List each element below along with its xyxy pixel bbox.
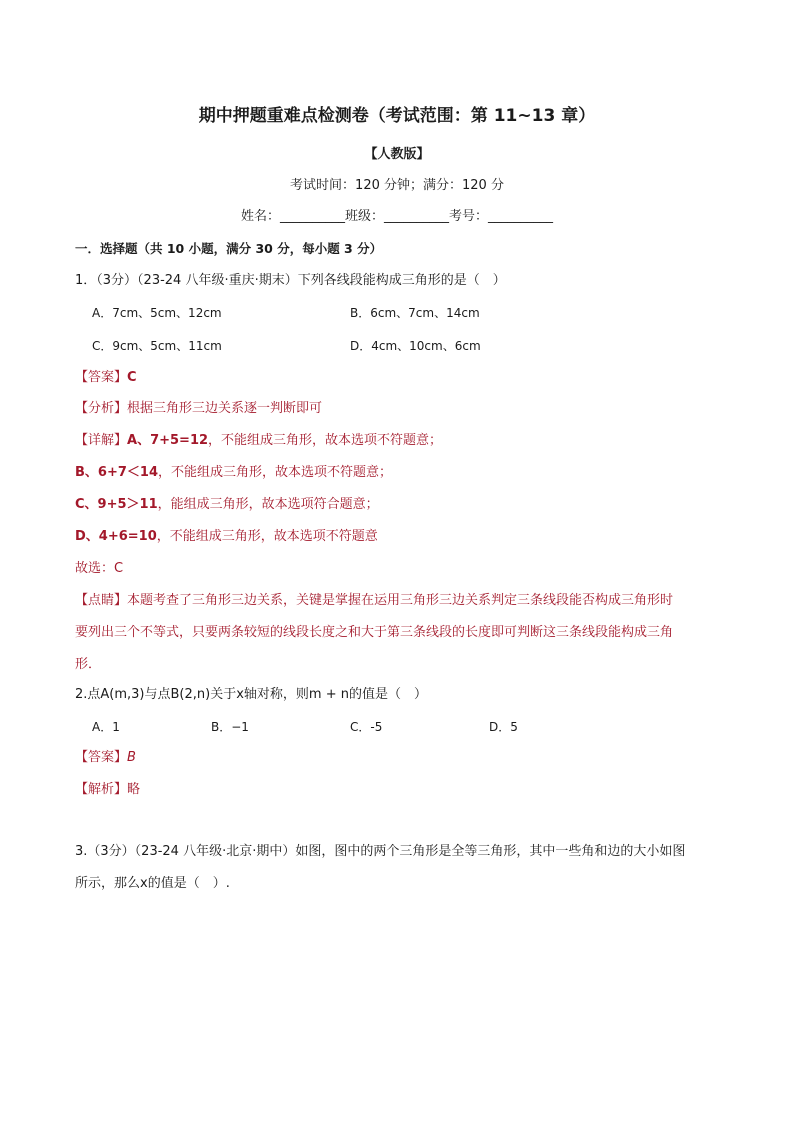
q2-stem: 2.点A(m,3)与点B(2,n)关于x轴对称，则m + n的值是（ ） xyxy=(75,687,427,702)
student-fields: 姓名：__________班级：__________考号：__________ xyxy=(240,209,553,224)
q1-option-a: A．7cm、5cm、12cm xyxy=(92,306,222,320)
section-heading: 一．选择题（共 10 小题，满分 30 分，每小题 3 分） xyxy=(75,241,383,256)
q1-comment-line1 xyxy=(75,592,673,610)
page-title: 期中押题重难点检测卷（考试范围：第 11~13 章） xyxy=(198,106,596,126)
q1-detail-d xyxy=(75,528,378,546)
detail-d-text: ，不能组成三角形，故本选项不符题意 xyxy=(156,529,378,544)
comment-tag: 【点睛】 xyxy=(75,593,128,608)
comment-text-1: 本题考查了三角形三边关系，关键是掌握在运用三角形三边关系判定三条线段能否构成三角形时 xyxy=(127,593,674,608)
detail-c-text: ，能组成三角形，故本选项符合题意； xyxy=(157,497,379,512)
q1-stem: 1．（3分）（23-24 八年级·重庆·期末）下列各线段能构成三角形的是（ ） xyxy=(75,273,506,288)
q1-comment-line2: 要列出三个不等式，只要两条较短的线段长度之和大于第三条线段的长度即可判断这三条线段能构成三角 xyxy=(75,625,674,640)
q1-option-d: D．4cm、10cm、6cm xyxy=(350,339,481,353)
detail-c-expr: C、9+5＞11 xyxy=(75,497,158,512)
q2-option-b: B．−1 xyxy=(211,720,249,734)
q1-detail-a xyxy=(75,432,442,450)
detail-d-expr: D、4+6=10 xyxy=(75,529,157,544)
q1-detail-b xyxy=(75,464,392,482)
answer-value: C xyxy=(127,370,137,385)
q3-stem-line2: 所示，那么x的值是（ ）. xyxy=(75,876,230,891)
detail-b-expr: B、6+7＜14 xyxy=(75,465,158,480)
q1-choose: 故选：C xyxy=(75,561,124,576)
q1-answer xyxy=(75,369,137,387)
detail-b-text: ，不能组成三角形，故本选项不符题意； xyxy=(157,465,392,480)
q1-option-b: B．6cm、7cm、14cm xyxy=(350,306,480,320)
q2-option-a: A．1 xyxy=(92,720,120,734)
q2-answer xyxy=(75,749,136,767)
answer-tag: 【答案】 xyxy=(75,370,128,385)
q1-detail-c xyxy=(75,496,379,514)
q2-option-c: C．-5 xyxy=(350,720,383,734)
analysis-tag: 【分析】 xyxy=(75,401,128,416)
answer-tag: 【答案】 xyxy=(75,750,128,765)
detail-a-text: ，不能组成三角形，故本选项不符题意； xyxy=(208,433,443,448)
q1-analysis xyxy=(75,400,322,418)
detail-a-expr: A、7+5=12 xyxy=(127,433,209,448)
q2-option-d: D．5 xyxy=(489,720,518,734)
detail-tag: 【详解】 xyxy=(75,433,128,448)
edition-label: 【人教版】 xyxy=(364,147,430,162)
exam-info: 考试时间：120 分钟；满分：120 分 xyxy=(290,178,504,193)
q2-analysis xyxy=(75,781,140,799)
analysis-tag: 【解析】 xyxy=(75,782,128,797)
q1-option-c: C．9cm、5cm、11cm xyxy=(92,339,222,353)
analysis-text: 根据三角形三边关系逐一判断即可 xyxy=(127,401,323,416)
q3-stem-line1: 3.（3分）（23-24 八年级·北京·期中）如图，图中的两个三角形是全等三角形，其中一些角和边的大小如图 xyxy=(75,844,686,859)
answer-value: B xyxy=(127,750,136,765)
analysis-text: 略 xyxy=(127,782,141,797)
q1-comment-line3: 形． xyxy=(75,657,102,672)
